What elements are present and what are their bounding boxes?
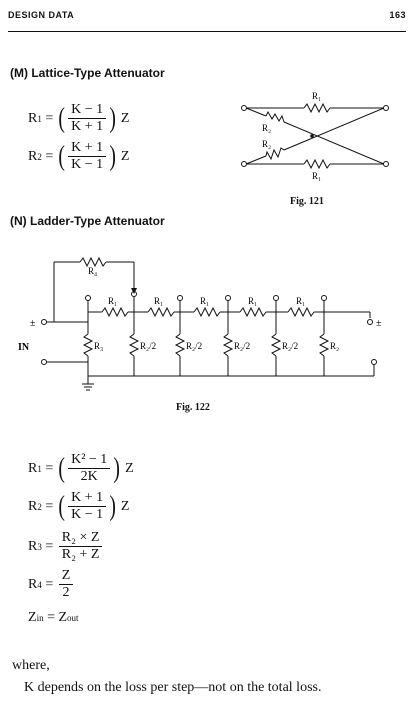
ladder-label-r4: R₄ — [88, 266, 98, 276]
header-title: DESIGN DATA — [8, 10, 75, 20]
ladder-diagram — [8, 250, 408, 400]
ladder-label-shunt-3: R₂/2 — [234, 341, 251, 351]
ladder-label-shunt-2: R₂/2 — [186, 341, 203, 351]
ladder-label-series-4: R₁ — [248, 296, 258, 306]
equation-n-r4: R 4 = $\frac{Z}{2}$ — [28, 568, 75, 601]
section-n-title: (N) Ladder-Type Attenuator — [10, 214, 165, 228]
equation-n-r3: R 3 = $\frac{\text{R₂ × Z}}{\text{R₂ + Z}}$ — [28, 530, 104, 563]
ladder-label-in: IN — [18, 342, 30, 353]
ladder-label-shunt-1: R₂/2 — [140, 341, 157, 351]
ladder-label-series-1: R₁ — [108, 296, 118, 306]
equation-n-r2: R 2 = ( $\frac{K + 1}{K - 1}$ ) Z — [28, 490, 130, 522]
ladder-label-series-3: R₁ — [200, 296, 210, 306]
section-m-title: (M) Lattice-Type Attenuator — [10, 66, 165, 80]
lattice-label-diag2: R₂ — [262, 139, 272, 149]
lattice-label-bottom: R₁ — [312, 171, 322, 181]
k-note: K depends on the loss per step—not on the total loss. — [24, 680, 322, 695]
equation-n-r1: R 1 = ( $\frac{\text{K² − 1}}{2K}$ ) Z — [28, 452, 134, 484]
lattice-label-diag1: R₂ — [262, 123, 272, 133]
ladder-label-shunt-4: R₂/2 — [282, 341, 299, 351]
ladder-label-r3: R₃ — [94, 341, 104, 351]
where-label: where, — [12, 658, 50, 673]
page-number: 163 — [389, 10, 406, 20]
fig-121-caption: Fig. 121 — [290, 196, 324, 207]
ladder-label-series-5: R₁ — [296, 296, 306, 306]
ladder-label-pm-right: ± — [376, 318, 382, 329]
ladder-label-pm-left: ± — [30, 318, 36, 329]
lattice-diagram — [236, 86, 406, 186]
fig-122-caption: Fig. 122 — [176, 402, 210, 413]
ladder-label-series-2: R₁ — [154, 296, 164, 306]
lattice-label-top: R₁ — [312, 91, 322, 101]
header-rule — [8, 31, 406, 32]
ladder-label-r2: R₂ — [330, 341, 340, 351]
equation-n-zin: Z in = Z out — [28, 610, 79, 625]
page-header — [8, 6, 406, 22]
equation-m-r1: R 1 = ( $\frac{K - 1}{K + 1}$ ) Z — [28, 102, 130, 134]
equation-m-r2: R 2 = ( $\frac{K + 1}{K - 1}$ ) Z — [28, 140, 130, 172]
